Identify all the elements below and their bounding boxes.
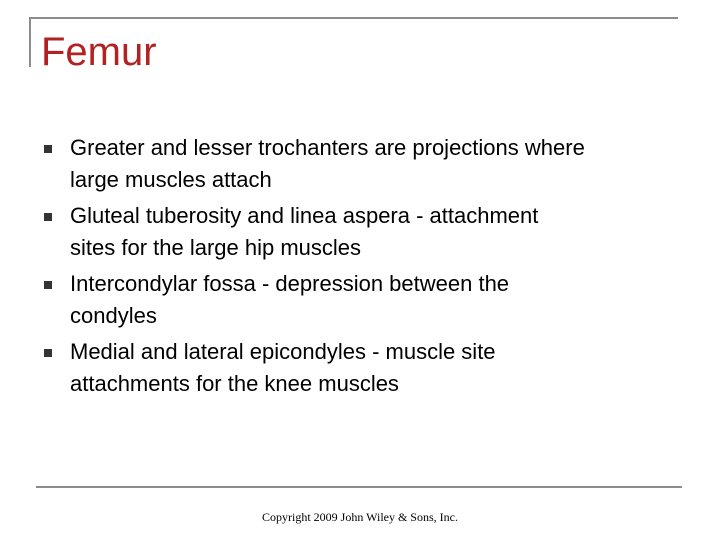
bullet-text-line: Medial and lateral epicondyles - muscle site (70, 339, 496, 364)
title-frame-left-rule (29, 17, 31, 67)
copyright-footer: Copyright 2009 John Wiley & Sons, Inc. (262, 510, 458, 524)
bullet-text-line: sites for the large hip muscles (70, 235, 362, 260)
footer-rule (36, 486, 682, 488)
square-bullet-icon (44, 145, 52, 153)
bullet-list (42, 132, 692, 404)
slide-title: Femur (41, 30, 157, 74)
bullet-text-line: large muscles attach (70, 167, 272, 192)
square-bullet-icon (44, 281, 52, 289)
bullet-text-line: condyles (70, 303, 157, 328)
bullet-text-line: attachments for the knee muscles (70, 371, 399, 396)
bullet-text-line: Gluteal tuberosity and linea aspera - attachment (70, 203, 539, 228)
bullet-item (42, 132, 692, 196)
bullet-item (42, 336, 692, 400)
square-bullet-icon (44, 213, 52, 221)
bullet-text-line: Intercondylar fossa - depression between the (70, 271, 510, 296)
bullet-text-line: Greater and lesser trochanters are projections where (70, 135, 585, 160)
bullet-item (42, 268, 692, 332)
square-bullet-icon (44, 349, 52, 357)
bullet-item (42, 200, 692, 264)
title-frame-top-rule (29, 17, 678, 19)
